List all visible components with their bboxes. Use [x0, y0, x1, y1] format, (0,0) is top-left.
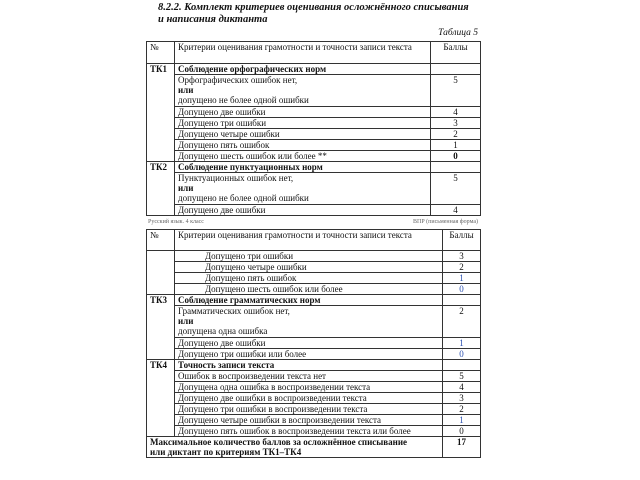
table-row: Допущено пять ошибок 1: [147, 273, 481, 284]
table-row: Допущено четыре ошибки 2: [147, 262, 481, 273]
table-header-row: [147, 230, 481, 251]
table-row: [147, 173, 481, 205]
table-row: Допущено три ошибки или более 0: [147, 349, 481, 360]
points-value: 0: [443, 349, 481, 360]
col-num-header: №: [147, 42, 175, 64]
points-value: 3: [431, 118, 481, 129]
table-row: Допущено три ошибки 3: [147, 251, 481, 262]
table-row: [147, 162, 481, 173]
col-criteria-header: Критерии оценивания грамотности и точности записи текста: [175, 230, 443, 251]
table-row: [147, 64, 481, 75]
points-value: 2: [443, 404, 481, 415]
total-row: [147, 437, 481, 458]
table-row: Допущено две ошибки 1: [147, 338, 481, 349]
criterion-row-text: Орфографических ошибок нет, или допущено не более одной ошибки: [175, 75, 431, 107]
criterion-title: Соблюдение орфографических норм: [175, 64, 431, 75]
points-value: 2: [443, 306, 481, 338]
points-value: 4: [431, 205, 481, 216]
criterion-code: ТК2: [147, 162, 175, 216]
points-value: 2: [431, 129, 481, 140]
table-row: Допущено шесть ошибок или более ** 0: [147, 151, 481, 162]
table-row: [147, 75, 481, 107]
criterion-code: ТК4: [147, 360, 175, 437]
table-row: [147, 360, 481, 371]
points-value: 1: [443, 338, 481, 349]
points-value: 4: [443, 382, 481, 393]
footer-left-text: Русский язык. 4 класс: [148, 219, 204, 225]
points-value: 3: [443, 251, 481, 262]
points-value: 5: [443, 371, 481, 382]
criterion-code: ТК1: [147, 64, 175, 162]
col-criteria-header: Критерии оценивания грамотности и точности записи текста: [175, 42, 431, 64]
points-value: 3: [443, 393, 481, 404]
table-row: Допущено четыре ошибки в воспроизведении текста 1: [147, 415, 481, 426]
table-row: Допущено две ошибки 4: [147, 107, 481, 118]
criteria-table-part-2: [146, 229, 481, 458]
criterion-title: Соблюдение грамматических норм: [175, 295, 443, 306]
criterion-row-text: Грамматических ошибок нет, или допущена одна ошибка: [175, 306, 443, 338]
points-value: 1: [431, 140, 481, 151]
points-value: 5: [431, 173, 481, 205]
footer-right-text: ВПР (письменная форма): [412, 219, 478, 225]
table-row: Допущено три ошибки 3: [147, 118, 481, 129]
criterion-code: ТК3: [147, 295, 175, 360]
table-row: Допущено три ошибки в воспроизведении текста 2: [147, 404, 481, 415]
col-points-header: Баллы: [443, 230, 481, 251]
criterion-title: Соблюдение пунктуационных норм: [175, 162, 431, 173]
table-row: [147, 306, 481, 338]
table-row: Допущено четыре ошибки 2: [147, 129, 481, 140]
criteria-table-part-1: [146, 41, 481, 216]
table-label: Таблица 5: [438, 28, 478, 38]
table-row: [147, 295, 481, 306]
heading-line-1: 8.2.2. Комплект критериев оценивания осложнённого списывания: [158, 2, 469, 13]
table-row: Допущено две ошибки в воспроизведении текста 3: [147, 393, 481, 404]
col-points-header: Баллы: [431, 42, 481, 64]
points-value: 4: [431, 107, 481, 118]
points-value: 5: [431, 75, 481, 107]
col-num-header: №: [147, 230, 175, 251]
heading-line-2: и написания диктанта: [158, 14, 268, 25]
points-value: 1: [443, 415, 481, 426]
points-value: 0: [431, 151, 481, 162]
table-row: Допущено пять ошибок в воспроизведении текста или более 0: [147, 426, 481, 437]
section-heading: [158, 2, 478, 26]
table-row: Допущено шесть ошибок или более 0: [147, 284, 481, 295]
points-value: 2: [443, 262, 481, 273]
points-value: 0: [443, 426, 481, 437]
points-value: 1: [443, 273, 481, 284]
total-points: 17: [443, 437, 481, 458]
table-header-row: [147, 42, 481, 64]
table-row: Ошибок в воспроизведении текста нет 5: [147, 371, 481, 382]
page-break: [146, 218, 480, 229]
table-row: Допущено две ошибки 4: [147, 205, 481, 216]
criterion-title: Точность записи текста: [175, 360, 443, 371]
table-row: Допущена одна ошибка в воспроизведении текста 4: [147, 382, 481, 393]
criterion-row-text: Пунктуационных ошибок нет, или допущено не более одной ошибки: [175, 173, 431, 205]
points-value: 0: [443, 284, 481, 295]
table-row: Допущено пять ошибок 1: [147, 140, 481, 151]
total-label: Максимальное количество баллов за осложнённое списывание или диктант по критериям ТК1–ТК4: [147, 437, 443, 458]
